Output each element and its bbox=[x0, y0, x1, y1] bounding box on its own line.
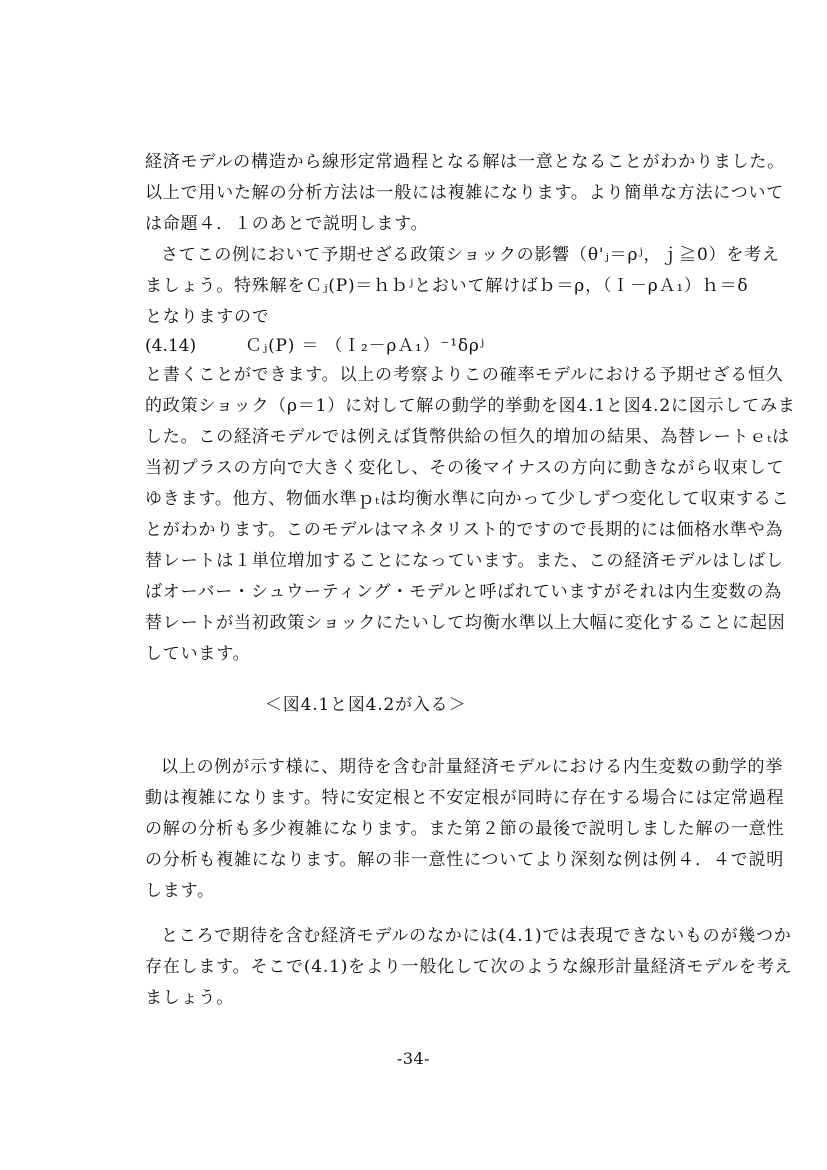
text-line: さてこの例において予期せざる政策ショックの影響（θ'ⱼ＝ρʲ，ｊ≧0）を考え bbox=[161, 245, 780, 265]
text-line: と書くことができます。以上の考察よりこの確率モデルにおける予期せざる恒久 bbox=[145, 365, 784, 385]
text-line: 経済モデルの構造から線形定常過程となる解は一意となることがわかりました。 bbox=[145, 152, 785, 172]
text-line: ましょう。 bbox=[145, 988, 234, 1008]
text-line: ところで期待を含む経済モデルのなかには(4.1)では表現できないものが幾つか bbox=[161, 926, 792, 946]
text-line: は命題４．１のあとで説明します。 bbox=[145, 214, 429, 234]
text-line: 以上の例が示す様に、期待を含む計量経済モデルにおける内生変数の動学的挙 bbox=[161, 757, 784, 777]
text-line: の分析も複雑になります。解の非一意性についてより深刻な例は例４．４で説明 bbox=[145, 850, 785, 870]
text-line: 替レートは１単位増加することになっています。また、この経済モデルはしばし bbox=[145, 551, 784, 571]
equation-body: Ｃⱼ(P) ＝ （Ｉ₂－ρＡ₁）⁻¹δρʲ bbox=[245, 336, 485, 356]
text-line: となりますので bbox=[145, 307, 270, 327]
page-number: -34- bbox=[396, 1049, 431, 1068]
text-line: ばオーバー・シュウーティング・モデルと呼ばれていますがそれは内生変数の為 bbox=[145, 582, 783, 602]
text-line: ゆきます。他方、物価水準ｐₜは均衡水準に向かって少しずつ変化して収束するこ bbox=[145, 489, 790, 509]
text-line: 存在します。そこで(4.1)をより一般化して次のような線形計量経済モデルを考え bbox=[145, 957, 793, 977]
text-line: とがわかります。このモデルはマネタリスト的ですので長期的には価格水準や為 bbox=[145, 520, 784, 540]
equation-number: (4.14) bbox=[145, 336, 197, 356]
figure-placeholder-note: ＜図4.1と図4.2が入る＞ bbox=[265, 695, 467, 715]
text-line: 動は複雑になります。特に安定根と不安定根が同時に存在する場合には定常過程 bbox=[145, 788, 785, 808]
text-line: の解の分析も多少複雑になります。また第２節の最後で説明しました解の一意性 bbox=[145, 819, 785, 839]
text-line: 当初プラスの方向で大きく変化し、その後マイナスの方向に動きながら収束して bbox=[145, 458, 785, 478]
text-line: した。この経済モデルでは例えば貨幣供給の恒久的増加の結果、為替レートｅₜは bbox=[145, 427, 790, 447]
text-line: 以上で用いた解の分析方法は一般には複雑になります。より簡単な方法について bbox=[145, 183, 785, 203]
text-line: しています。 bbox=[145, 644, 251, 664]
text-line: します。 bbox=[145, 881, 215, 901]
text-line: 替レートが当初政策ショックにたいして均衡水準以上大幅に変化することに起因 bbox=[145, 613, 786, 633]
text-line: ましょう。特殊解をＣⱼ(P)＝ｈｂʲとおいて解けばｂ＝ρ，（Ｉ－ρＡ₁）ｈ＝δ bbox=[145, 276, 749, 296]
text-line: 的政策ショック（ρ＝1）に対して解の動学的挙動を図4.1と図4.2に図示してみま bbox=[145, 396, 796, 416]
